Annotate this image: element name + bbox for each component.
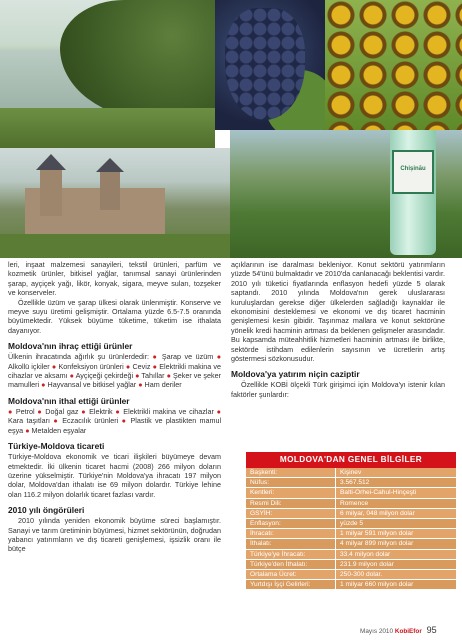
info-value: 231.9 milyon dolar [336, 560, 456, 569]
list-item: Ayçiçeği çekirdeği [75, 371, 134, 381]
info-key: İhracatı: [246, 529, 336, 538]
list-item: Şarap ve üzüm [161, 352, 214, 362]
info-key: Türkiye'ye İhracatı: [246, 550, 336, 559]
forecast-heading: 2010 yılı öngörüleri [8, 505, 85, 516]
info-row [246, 550, 456, 560]
sunflowers-photo [325, 0, 462, 130]
info-row [246, 539, 456, 549]
left-column [8, 260, 221, 554]
bottle-label: Chișinău [400, 166, 426, 172]
info-row [246, 509, 456, 519]
info-key: Nüfus: [246, 478, 336, 487]
info-value: 250-300 dolar. [336, 570, 456, 579]
list-item: Hayvansal ve bitkisel yağlar [47, 380, 137, 390]
list-item: Konfeksiyon ürünleri [58, 361, 124, 371]
info-key: Türkiye'den İthalatı: [246, 560, 336, 569]
castle-photo [0, 148, 230, 258]
wine-paragraph: Özellikle üzüm ve şarap ülkesi olarak ünlenmiştir. Konserve ve meyve suyu üretimi gelişmiştir. Ortalama yüzde 6.5-7.5 oranında büyümektedir. Yüksek büyüme tüketime, tüketim ise ithalata dayanıyor. [8, 297, 221, 335]
list-item: Petrol [15, 406, 35, 416]
list-item: Eczacılık ürünleri [62, 416, 119, 426]
info-value: 1 milyar 591 milyon dolar [336, 529, 456, 538]
list-item: Tahıllar [141, 371, 165, 381]
issue-date: Mayıs 2010 [360, 628, 394, 635]
export-heading: Moldova'nın ihraç ettiği ürünler [8, 341, 133, 352]
info-key: Başkenti: [246, 468, 336, 477]
list-item: Metalden eşyalar [31, 425, 87, 435]
info-value: 1 milyar 660 milyon dolar [336, 580, 456, 589]
list-item: Doğal gaz [45, 406, 79, 416]
info-key: Kentleri: [246, 488, 336, 497]
import-heading: Moldova'nın ithal ettiği ürünler [8, 395, 130, 406]
info-value: 4 milyar 899 milyon dolar [336, 539, 456, 548]
list-item: Ceviz [132, 361, 151, 371]
info-value: Romence [336, 499, 456, 508]
info-value: 3.567.512 [336, 478, 456, 487]
info-row [246, 570, 456, 580]
trade-paragraph: Türkiye-Moldova ekonomik ve ticari ilişkileri büyümeye devam etmektedir. İki ülkenin ticaret hacmi (2008) 266 milyon doların üzerine yükselmiştir. Türkiye'nin Moldova'ya ihracatı 197 milyon dolar, Moldova'dan ithalatı ise 69 milyon dolardır. Türkiye lehine olan 116.2 milyon dolarlık ticaret fazlası vardır. [8, 452, 221, 499]
info-value: yüzde 5 [336, 519, 456, 528]
import-list: ● Petrol ● Doğal gaz ● Elektrik ● Elektrikli makina ve cihazlar ● Kara taşıtları ● Eczacılık ürünleri ● Plastik ve plastikten mamul eşya ● Metalden eşyalar [8, 406, 222, 435]
info-value: 6 milyar, 048 milyon dolar [336, 509, 456, 518]
info-row [246, 488, 456, 498]
info-key: Ortalama Ücret: [246, 570, 336, 579]
lake-photo [0, 0, 215, 148]
invest-paragraph: Özellikle KOBİ ölçekli Türk girişimci için Moldova'yı istenir kılan faktörler şunlardır: [231, 380, 445, 399]
info-value: Kişinev [336, 468, 456, 477]
info-table [246, 468, 456, 590]
list-item: Plastik ve plastikten mamul eşya [8, 416, 222, 435]
info-key: GSYİH: [246, 509, 336, 518]
intro-paragraph: leri, inşaat malzemesi sanayileri, tekstil ürünleri, parfüm ve kozmetik ürünler, bitkisel yağlar, tanımsal sanayi ürünlerinden şarap, ayçiçek yağı, likör, konyak, sigara, meyve suları, tozşeker ve konserveler. [8, 260, 221, 298]
outlook-paragraph: açıklarının ise daralması bekleniyor. Konut sektörü yatırımların yüzde 54'ünü bulmaktadır ve 2010'da canlanacağı beklentisi vardır. 2010 yılı tüketici fiyatlarında enflasyon hedefi yüzde 5 olarak saptandı. 2010 yılında Moldova'nın gerek uluslararası kuruluşlardan gerekse diğer ülkelerden sağladığı kaynaklar ile ekonomisini desteklemesi ve ekonomi ve dış ticaret hacminin genişlemesi kesin gibidir. Taşınmaz mallara ve konut sektörüne yönelik kredi hacminin artması da beklenen gelişmeler arasındadır. Bu kapsamda müteahhitlik hizmetleri hacminin artması ile birlikte, sektörde istihdam edilenlerin sayısının ve ücretlerin artış göstermesi sözkonusudur. [231, 260, 445, 364]
info-key: Yurtdışı İşçi Gelirleri: [246, 580, 336, 589]
info-key: Enflasyon: [246, 519, 336, 528]
list-item: Elektrikli makina ve cihazlar [123, 406, 214, 416]
page-footer [360, 625, 437, 635]
info-box-title: MOLDOVA'DAN GENEL BİLGİLER [246, 452, 456, 468]
info-value: Balti-Orhei-Cahul-Hinçeşti [336, 488, 456, 497]
trade-heading: Türkiye-Moldova ticareti [8, 441, 105, 452]
info-row [246, 499, 456, 509]
info-row [246, 580, 456, 590]
list-item: Şeker ve şeker mamulleri [8, 371, 221, 390]
info-row [246, 478, 456, 488]
forecast-paragraph: 2010 yılında yeniden ekonomik büyüme süreci başlamıştır. Sanayi ve tarım üretiminin büyümesi, hizmet sektörünün, doğrudan yabancı yatırımların ve dış ticareti genişlemesi, işsizlik oranı ile bütçe [8, 516, 221, 554]
grapes-photo [215, 0, 325, 130]
magazine-brand: KobiEfor [394, 628, 422, 635]
info-row [246, 468, 456, 478]
info-value: 33.4 milyon dolar [336, 550, 456, 559]
export-list: Ülkenin ihracatında ağırlık şu ürünlerdedir: ● Şarap ve üzüm ● Alkollü içkiler ● Konfeksiyon ürünleri ● Ceviz ● Elektrikli makina ve cihazlar ve aksamı ● Ayçiçeği çekirdeği ● Tahıllar ● Şeker ve şeker mamulleri ● Hayvansal ve bitkisel yağlar ● Ham deriler [8, 352, 222, 390]
info-row [246, 560, 456, 570]
info-key: Resmi Dili: [246, 499, 336, 508]
right-column [231, 260, 445, 399]
info-row [246, 519, 456, 529]
page-number: 95 [426, 625, 437, 635]
list-item: Elektrikli makina ve cihazlar ve aksamı [8, 361, 222, 381]
general-info-box [246, 452, 456, 590]
list-item: Ham deriler [144, 380, 182, 390]
valley-bottle-photo [230, 130, 462, 258]
invest-heading: Moldova'ya yatırım niçin caziptir [231, 369, 360, 380]
photo-collage [0, 0, 462, 258]
list-item: Kara taşıtları [8, 416, 51, 426]
list-item: Alkollü içkiler [8, 361, 50, 371]
list-item: Elektrik [89, 406, 113, 416]
info-row [246, 529, 456, 539]
info-key: İthalatı: [246, 539, 336, 548]
export-intro: Ülkenin ihracatında ağırlık şu ürünlerdedir: [8, 352, 150, 362]
